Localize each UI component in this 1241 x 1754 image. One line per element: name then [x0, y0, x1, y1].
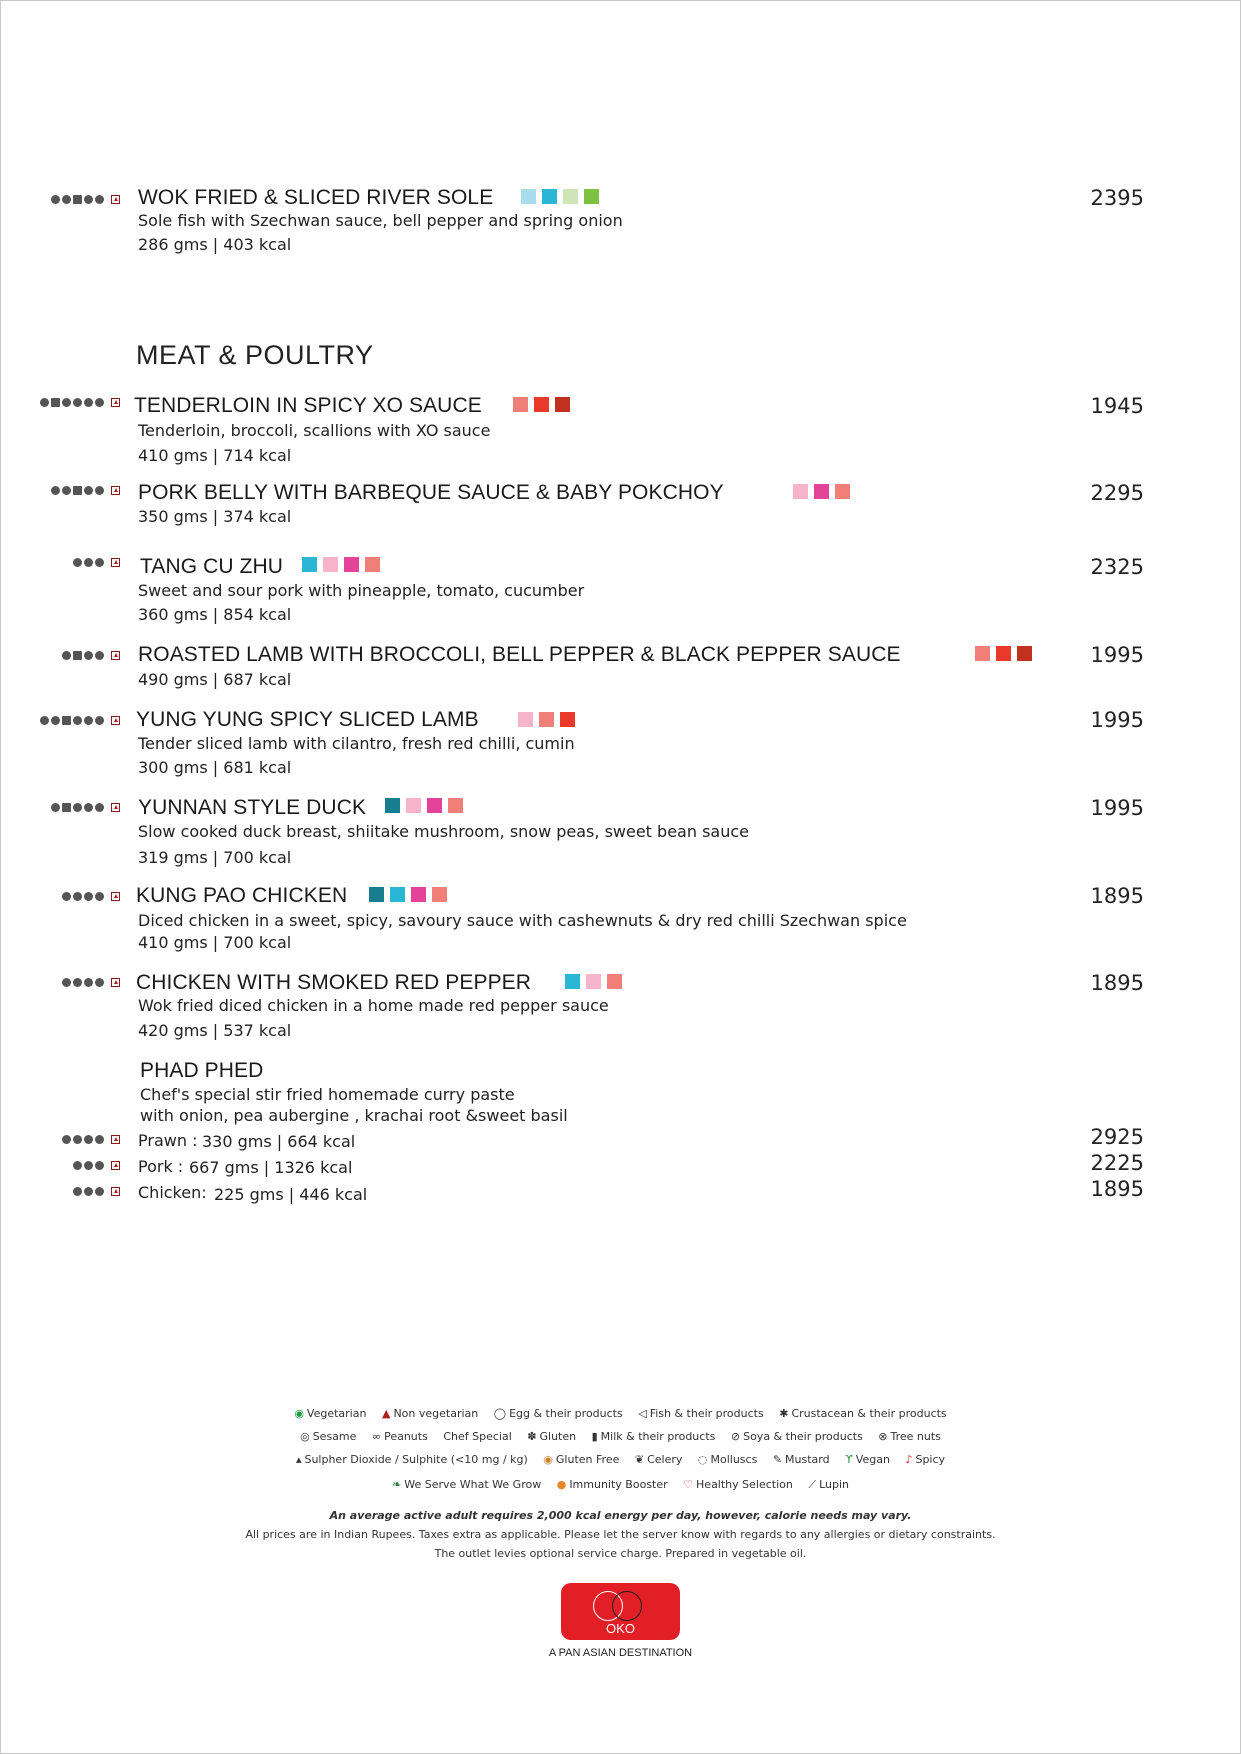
dish-name: CHICKEN WITH SMOKED RED PEPPER [136, 971, 532, 994]
allergen-icons [20, 483, 120, 497]
soya-icon [84, 651, 93, 660]
swatch [323, 557, 338, 572]
dish-price: 1995 [1090, 796, 1144, 820]
allergen-icons [20, 395, 120, 409]
legend-item: ♪ Spicy [905, 1453, 946, 1466]
gluten-icon [84, 486, 93, 495]
swatch [1017, 646, 1032, 661]
variant-meta: 330 gms | 664 kcal [202, 1132, 356, 1151]
egg-icon: ◯ [493, 1407, 507, 1420]
dish-name: TENDERLOIN IN SPICY XO SAUCE [134, 394, 482, 417]
swatch [563, 189, 578, 204]
allergen-icons [20, 889, 120, 903]
dish-meta: 360 gms | 854 kcal [138, 605, 292, 624]
peanut-icon: ∞ [371, 1430, 382, 1443]
soya-icon [95, 978, 104, 987]
swatch [390, 887, 405, 902]
legend-row [0, 1407, 1241, 1420]
dish-description: Chef's special stir fried homemade curry paste [140, 1085, 515, 1104]
mollusc-icon: ◌ [697, 1453, 708, 1466]
swatch [369, 887, 384, 902]
gluten-icon [95, 716, 104, 725]
service-note: The outlet levies optional service charge. Prepared in vegetable oil. [434, 1547, 807, 1560]
dish-price: 1995 [1090, 708, 1144, 732]
swatches [369, 887, 447, 902]
variant-price: 2225 [1090, 1151, 1144, 1175]
legend-item: ⟋ Lupin [808, 1478, 849, 1491]
soya-icon [73, 558, 82, 567]
peanut-icon [84, 1161, 93, 1170]
legend-item: ◎ Sesame [300, 1430, 357, 1443]
non-veg-icon [111, 651, 120, 660]
variant-meta: 225 gms | 446 kcal [214, 1185, 368, 1204]
celery-icon [51, 398, 60, 407]
mollusc-icon [62, 195, 71, 204]
mollusc-icon [73, 1161, 82, 1170]
dish-meta: 410 gms | 714 kcal [138, 446, 292, 465]
vegetarian-icon: ◉ [294, 1407, 304, 1420]
swatch [344, 557, 359, 572]
non-veg-icon [111, 978, 120, 987]
peanut-icon [51, 486, 60, 495]
swatches [521, 189, 599, 204]
tree-nuts-icon: ⊗ [878, 1430, 888, 1443]
vegan-icon: ϒ [845, 1453, 853, 1466]
mollusc-icon [51, 803, 60, 812]
variant-label: Pork : [138, 1157, 184, 1176]
dish-price: 2325 [1090, 555, 1144, 579]
gluten-icon: ✽ [527, 1430, 537, 1443]
milk-icon [73, 651, 82, 660]
swatch [521, 189, 536, 204]
allergen-icons [20, 192, 120, 206]
egg-icon [73, 978, 82, 987]
heart-icon: ♡ [683, 1478, 694, 1491]
dish-description: Wok fried diced chicken in a home made red pepper sauce [138, 996, 609, 1015]
dish-description: Tender sliced lamb with cilantro, fresh red chilli, cumin [138, 734, 575, 753]
swatch [586, 974, 601, 989]
dish-name: WOK FRIED & SLICED RIVER SOLE [138, 186, 494, 209]
swatch [448, 798, 463, 813]
immunity-icon: ● [556, 1478, 567, 1491]
legend-item: ◁ Fish & their products [638, 1407, 764, 1420]
legend-item: ϒ Vegan [845, 1453, 890, 1466]
variant-price: 2925 [1090, 1125, 1144, 1149]
legend-row [0, 1453, 1241, 1466]
allergen-icons [20, 1158, 120, 1172]
dish-meta: 490 gms | 687 kcal [138, 670, 292, 689]
dish-meta: 420 gms | 537 kcal [138, 1021, 292, 1040]
lupin-icon: ⟋ [808, 1478, 817, 1491]
legend-row [0, 1478, 1241, 1492]
legend-item: ▲ Non vegetarian [381, 1407, 479, 1420]
dish-price: 1995 [1090, 643, 1144, 667]
dish-description: with onion, pea aubergine , krachai root &sweet basil [140, 1106, 568, 1125]
dish-meta: 300 gms | 681 kcal [138, 758, 292, 777]
mustard-icon [95, 803, 104, 812]
gluten-icon [95, 558, 104, 567]
legend-item: ✎ Mustard [772, 1453, 830, 1466]
non-veg-icon [111, 195, 120, 204]
sesame-icon: ◎ [300, 1430, 310, 1443]
allergen-icons [20, 975, 120, 989]
variant-label: Chicken: [138, 1183, 207, 1202]
legend-item: ✱ Crustacean & their products [779, 1407, 947, 1420]
soya-icon [95, 486, 104, 495]
soya-icon [84, 398, 93, 407]
non-veg-icon [111, 486, 120, 495]
dish-price: 1895 [1090, 971, 1144, 995]
gluten-icon [73, 398, 82, 407]
gluten-icon [73, 803, 82, 812]
non-veg-icon [111, 716, 120, 725]
swatch [607, 974, 622, 989]
celery-icon [73, 195, 82, 204]
fish-icon: ◁ [638, 1407, 647, 1420]
mollusc-icon [62, 1135, 71, 1144]
legend-item: ✽ Gluten [527, 1430, 577, 1443]
dish-name: KUNG PAO CHICKEN [136, 884, 348, 907]
soya-icon [95, 1187, 104, 1196]
dish-name: PORK BELLY WITH BARBEQUE SAUCE & BABY POKCHOY [138, 481, 724, 504]
swatch [542, 189, 557, 204]
variant-label: Prawn : [138, 1131, 198, 1150]
swatch [555, 397, 570, 412]
legend-item: Chef Special [443, 1430, 512, 1443]
legend-item: ∞ Peanuts [371, 1430, 428, 1443]
swatch [560, 712, 575, 727]
dish-name: ROASTED LAMB WITH BROCCOLI, BELL PEPPER & BLACK PEPPER SAUCE [138, 643, 901, 666]
gluten-icon [84, 892, 93, 901]
legend-item: ▴ Sulpher Dioxide / Sulphite (<10 mg / kg) [295, 1453, 528, 1466]
swatch [814, 484, 829, 499]
swatch [996, 646, 1011, 661]
swatches [385, 798, 463, 813]
dish-meta: 410 gms | 700 kcal [138, 933, 292, 952]
non-veg-icon [111, 1187, 120, 1196]
crustacean-icon [95, 1135, 104, 1144]
dish-description: Sole fish with Szechwan sauce, bell pepper and spring onion [138, 211, 623, 230]
sulphite-icon: ▴ [295, 1453, 302, 1466]
dish-meta: 319 gms | 700 kcal [138, 848, 292, 867]
non-veg-icon [111, 892, 120, 901]
soya-icon [84, 716, 93, 725]
dish-price: 1945 [1090, 394, 1144, 418]
mollusc-icon [62, 486, 71, 495]
gluten-icon [51, 195, 60, 204]
legend-item: ▮ Milk & their products [591, 1430, 716, 1443]
swatch [513, 397, 528, 412]
allergen-icons [20, 648, 120, 662]
variant-meta: 667 gms | 1326 kcal [189, 1158, 353, 1177]
non-veg-icon [111, 398, 120, 407]
swatch [793, 484, 808, 499]
peanut-icon [73, 1135, 82, 1144]
soya-icon: ⊘ [730, 1430, 741, 1443]
legend-row [0, 1430, 1241, 1443]
leaf-icon: ❧ [392, 1478, 402, 1491]
celery-icon: ❦ [634, 1453, 645, 1466]
peanut-icon [84, 1187, 93, 1196]
dish-price: 2295 [1090, 481, 1144, 505]
swatch [835, 484, 850, 499]
allergen-icons [20, 800, 120, 814]
allergen-icons [20, 1132, 120, 1146]
soya-icon [95, 892, 104, 901]
egg-icon [51, 716, 60, 725]
celery-icon [73, 486, 82, 495]
non-veg-icon: ▲ [381, 1407, 391, 1420]
legend-item: ◉ Gluten Free [543, 1453, 620, 1466]
peanut-icon [73, 716, 82, 725]
swatches [565, 974, 622, 989]
section-title: MEAT & POULTRY [136, 340, 374, 370]
fish-icon [95, 195, 104, 204]
allergen-icons [20, 713, 120, 727]
soya-icon [84, 1135, 93, 1144]
mollusc-icon [62, 651, 71, 660]
dish-description: Slow cooked duck breast, shiitake mushroom, snow peas, sweet bean sauce [138, 822, 749, 841]
variant-price: 1895 [1090, 1177, 1144, 1201]
dish-name: TANG CU ZHU [140, 555, 284, 578]
swatch [534, 397, 549, 412]
milk-icon [62, 716, 71, 725]
non-veg-icon [111, 1135, 120, 1144]
legend-item: ❦ Celery [634, 1453, 683, 1466]
dish-description: Diced chicken in a sweet, spicy, savoury sauce with cashewnuts & dry red chilli Szechwan spice [138, 911, 907, 930]
legend-item: ● Immunity Booster [556, 1478, 668, 1491]
legend-item: ⊘ Soya & their products [730, 1430, 863, 1443]
allergen-icons [20, 1184, 120, 1198]
mollusc-icon [73, 1187, 82, 1196]
swatches [302, 557, 380, 572]
swatch [975, 646, 990, 661]
legend-item: ◉ Vegetarian [294, 1407, 367, 1420]
dish-meta: 286 gms | 403 kcal [138, 235, 292, 254]
soya-icon [84, 803, 93, 812]
logo-text: OKO [606, 1621, 635, 1636]
dish-name: YUNNAN STYLE DUCK [138, 796, 367, 819]
brand-logo [561, 1583, 680, 1640]
soya-icon [95, 1161, 104, 1170]
mustard-icon: ✎ [772, 1453, 783, 1466]
non-veg-icon [111, 1161, 120, 1170]
dish-description: Tenderloin, broccoli, scallions with XO sauce [138, 421, 491, 440]
swatch [411, 887, 426, 902]
legend-item: ❧ We Serve What We Grow [392, 1478, 542, 1491]
egg-icon [62, 398, 71, 407]
swatch [302, 557, 317, 572]
soya-icon [84, 195, 93, 204]
gluten-free-icon: ◉ [543, 1453, 553, 1466]
swatches [513, 397, 570, 412]
mollusc-icon [62, 978, 71, 987]
dish-price: 1895 [1090, 884, 1144, 908]
dish-description: Sweet and sour pork with pineapple, tomato, cucumber [138, 581, 585, 600]
prices-note: All prices are in Indian Rupees. Taxes extra as applicable. Please let the server know with regards to any allergies or dietary constraints. [245, 1528, 996, 1541]
swatches [793, 484, 850, 499]
swatch [584, 189, 599, 204]
dish-meta: 350 gms | 374 kcal [138, 507, 292, 526]
swatch [427, 798, 442, 813]
swatches [518, 712, 575, 727]
energy-note: An average active adult requires 2,000 kcal energy per day, however, calorie needs may vary. [329, 1509, 912, 1522]
swatch [518, 712, 533, 727]
egg-icon [62, 892, 71, 901]
milk-icon: ▮ [591, 1430, 598, 1443]
swatch [385, 798, 400, 813]
swatch [365, 557, 380, 572]
swatch [406, 798, 421, 813]
swatch [432, 887, 447, 902]
legend-item: ⊗ Tree nuts [878, 1430, 941, 1443]
crustacean-icon [95, 398, 104, 407]
swatch [565, 974, 580, 989]
brand-tagline: A PAN ASIAN DESTINATION [548, 1647, 693, 1659]
egg-icon [84, 558, 93, 567]
swatch [539, 712, 554, 727]
swatches [975, 646, 1032, 661]
non-veg-icon [111, 558, 120, 567]
legend-item: ♡ Healthy Selection [683, 1478, 793, 1491]
legend-item: ◌ Molluscs [697, 1453, 758, 1466]
spicy-icon: ♪ [905, 1453, 913, 1466]
mollusc-icon [40, 398, 49, 407]
allergen-icons [20, 555, 120, 569]
gluten-icon [84, 978, 93, 987]
non-veg-icon [111, 803, 120, 812]
dish-name: YUNG YUNG SPICY SLICED LAMB [136, 708, 479, 731]
gluten-icon [95, 651, 104, 660]
tree-nuts-icon [73, 892, 82, 901]
celery-icon [62, 803, 71, 812]
dish-name: PHAD PHED [140, 1059, 264, 1082]
logo-circle-icon [612, 1591, 642, 1621]
mollusc-icon [40, 716, 49, 725]
dish-price: 2395 [1090, 186, 1144, 210]
legend-item: ◯ Egg & their products [493, 1407, 623, 1420]
crustacean-icon: ✱ [779, 1407, 789, 1420]
